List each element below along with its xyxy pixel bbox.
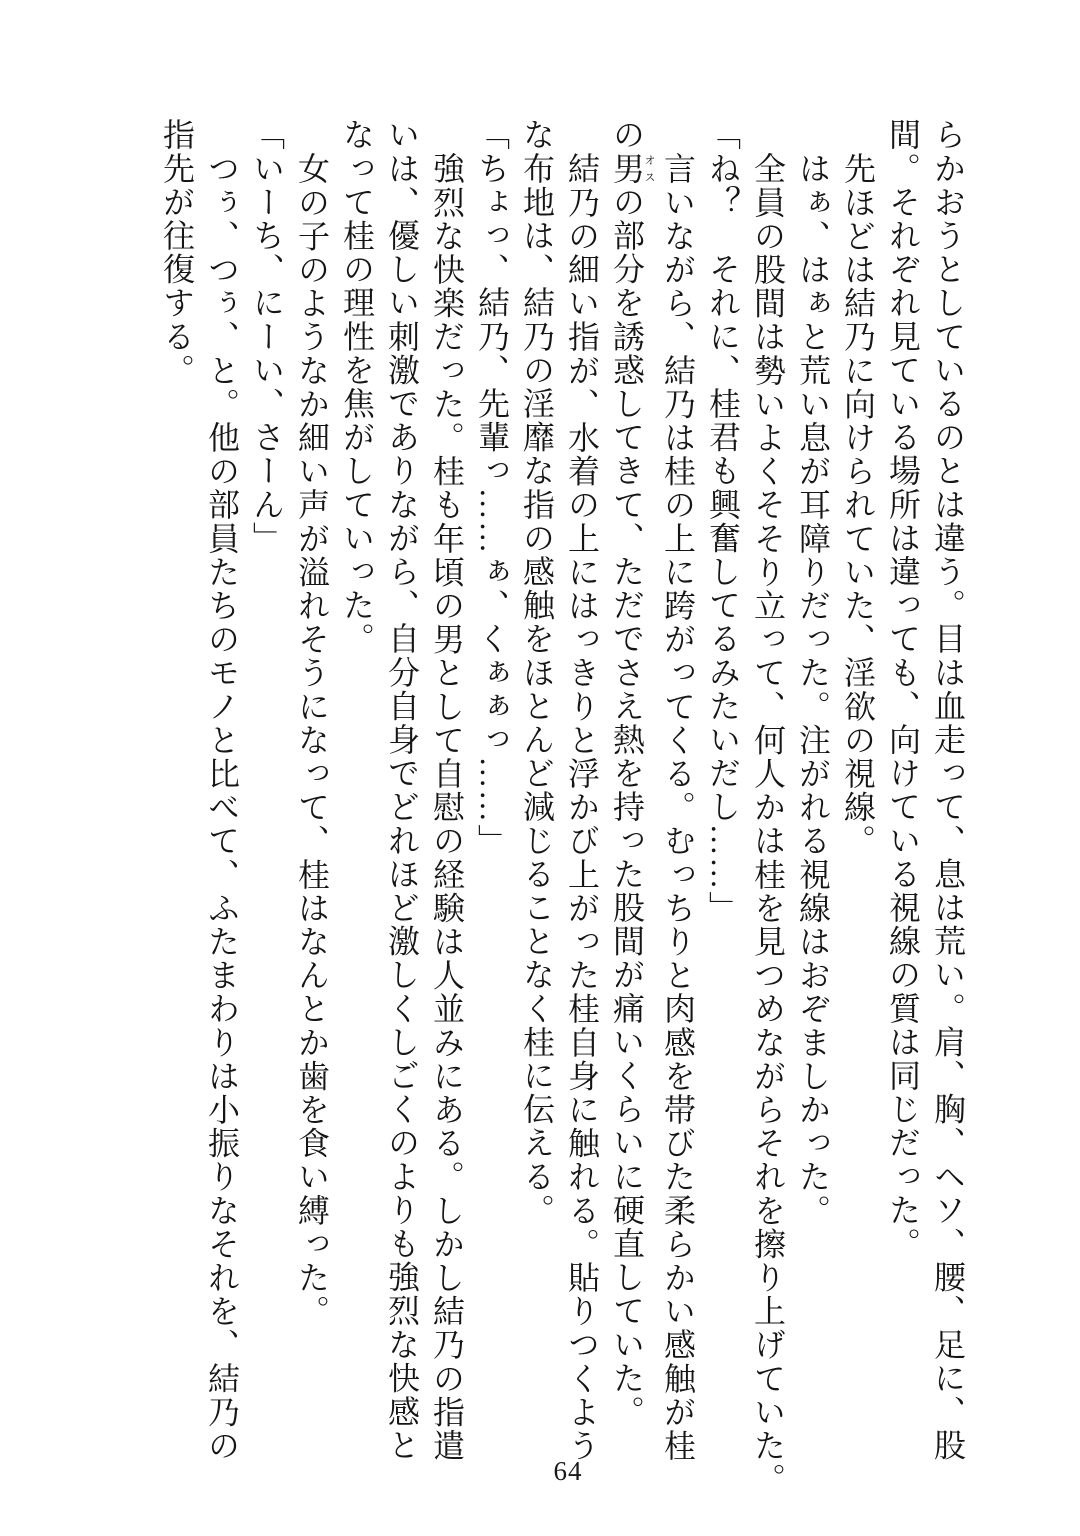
furigana-ruby: 男オス — [609, 151, 655, 186]
text-column: 「ちょっ、結乃、先輩っ……ぁ、くぁぁっ……」 — [474, 118, 510, 858]
text-column: つぅ、つぅ、と。他の部員たちのモノと比べて、ふたまわりは小振りなそれを、結乃の — [204, 152, 240, 1463]
text-column: 言いながら、結乃は桂の上に跨がってくる。むっちりと肉感を帯びた柔らかい感触が桂 — [660, 152, 696, 1463]
text-column: 全員の股間は勢いよくそそり立って、何人かは桂を見つめながらそれを擦り上げていた。 — [750, 152, 786, 1496]
text-column: の男オスの部分を誘惑してきて、ただでさえ熱を持った股間が痛いくらいに硬直していた。 — [609, 118, 655, 1429]
text-column: 「ね？ それに、桂君も興奮してるみたいだし……」 — [705, 118, 741, 925]
text-column: 間。それぞれ見ている場所は違っても、向けている視線の質は同じだった。 — [885, 118, 921, 1261]
text-column: いは、優しい刺激でありながら、自分自身でどれほど激しくしごくのよりも強烈な快感と — [384, 118, 420, 1462]
text-column: 結乃の細い指が、水着の上にはっきりと浮かび上がった桂自身に触れる。貼りつくよう — [564, 152, 600, 1463]
text-column: 女の子のようなか細い声が溢れそうになって、桂はなんとか歯を食い縛った。 — [294, 152, 330, 1328]
text-column: はぁ、はぁと荒い息が耳障りだった。注がれる視線はおぞましかった。 — [795, 152, 831, 1228]
page-number: 64 — [553, 1456, 583, 1486]
text-column: らかおうとしているのとは違う。目は血走って、息は荒い。肩、胸、ヘソ、腰、足に、股 — [930, 118, 966, 1462]
text-column: 指先が往復する。 — [159, 118, 195, 387]
text-column: なって桂の理性を焦がしていった。 — [339, 118, 375, 656]
text-column: 先ほどは結乃に向けられていた、淫欲の視線。 — [840, 152, 876, 858]
text-column: な布地は、結乃の淫靡な指の感触をほとんど減じることなく桂に伝える。 — [519, 118, 555, 1227]
text-column: 「いーち、にーい、さーん」 — [249, 118, 285, 555]
text-column: 強烈な快楽だった。桂も年頃の男として自慰の経験は人並みにある。しかし結乃の指遣 — [429, 152, 465, 1463]
